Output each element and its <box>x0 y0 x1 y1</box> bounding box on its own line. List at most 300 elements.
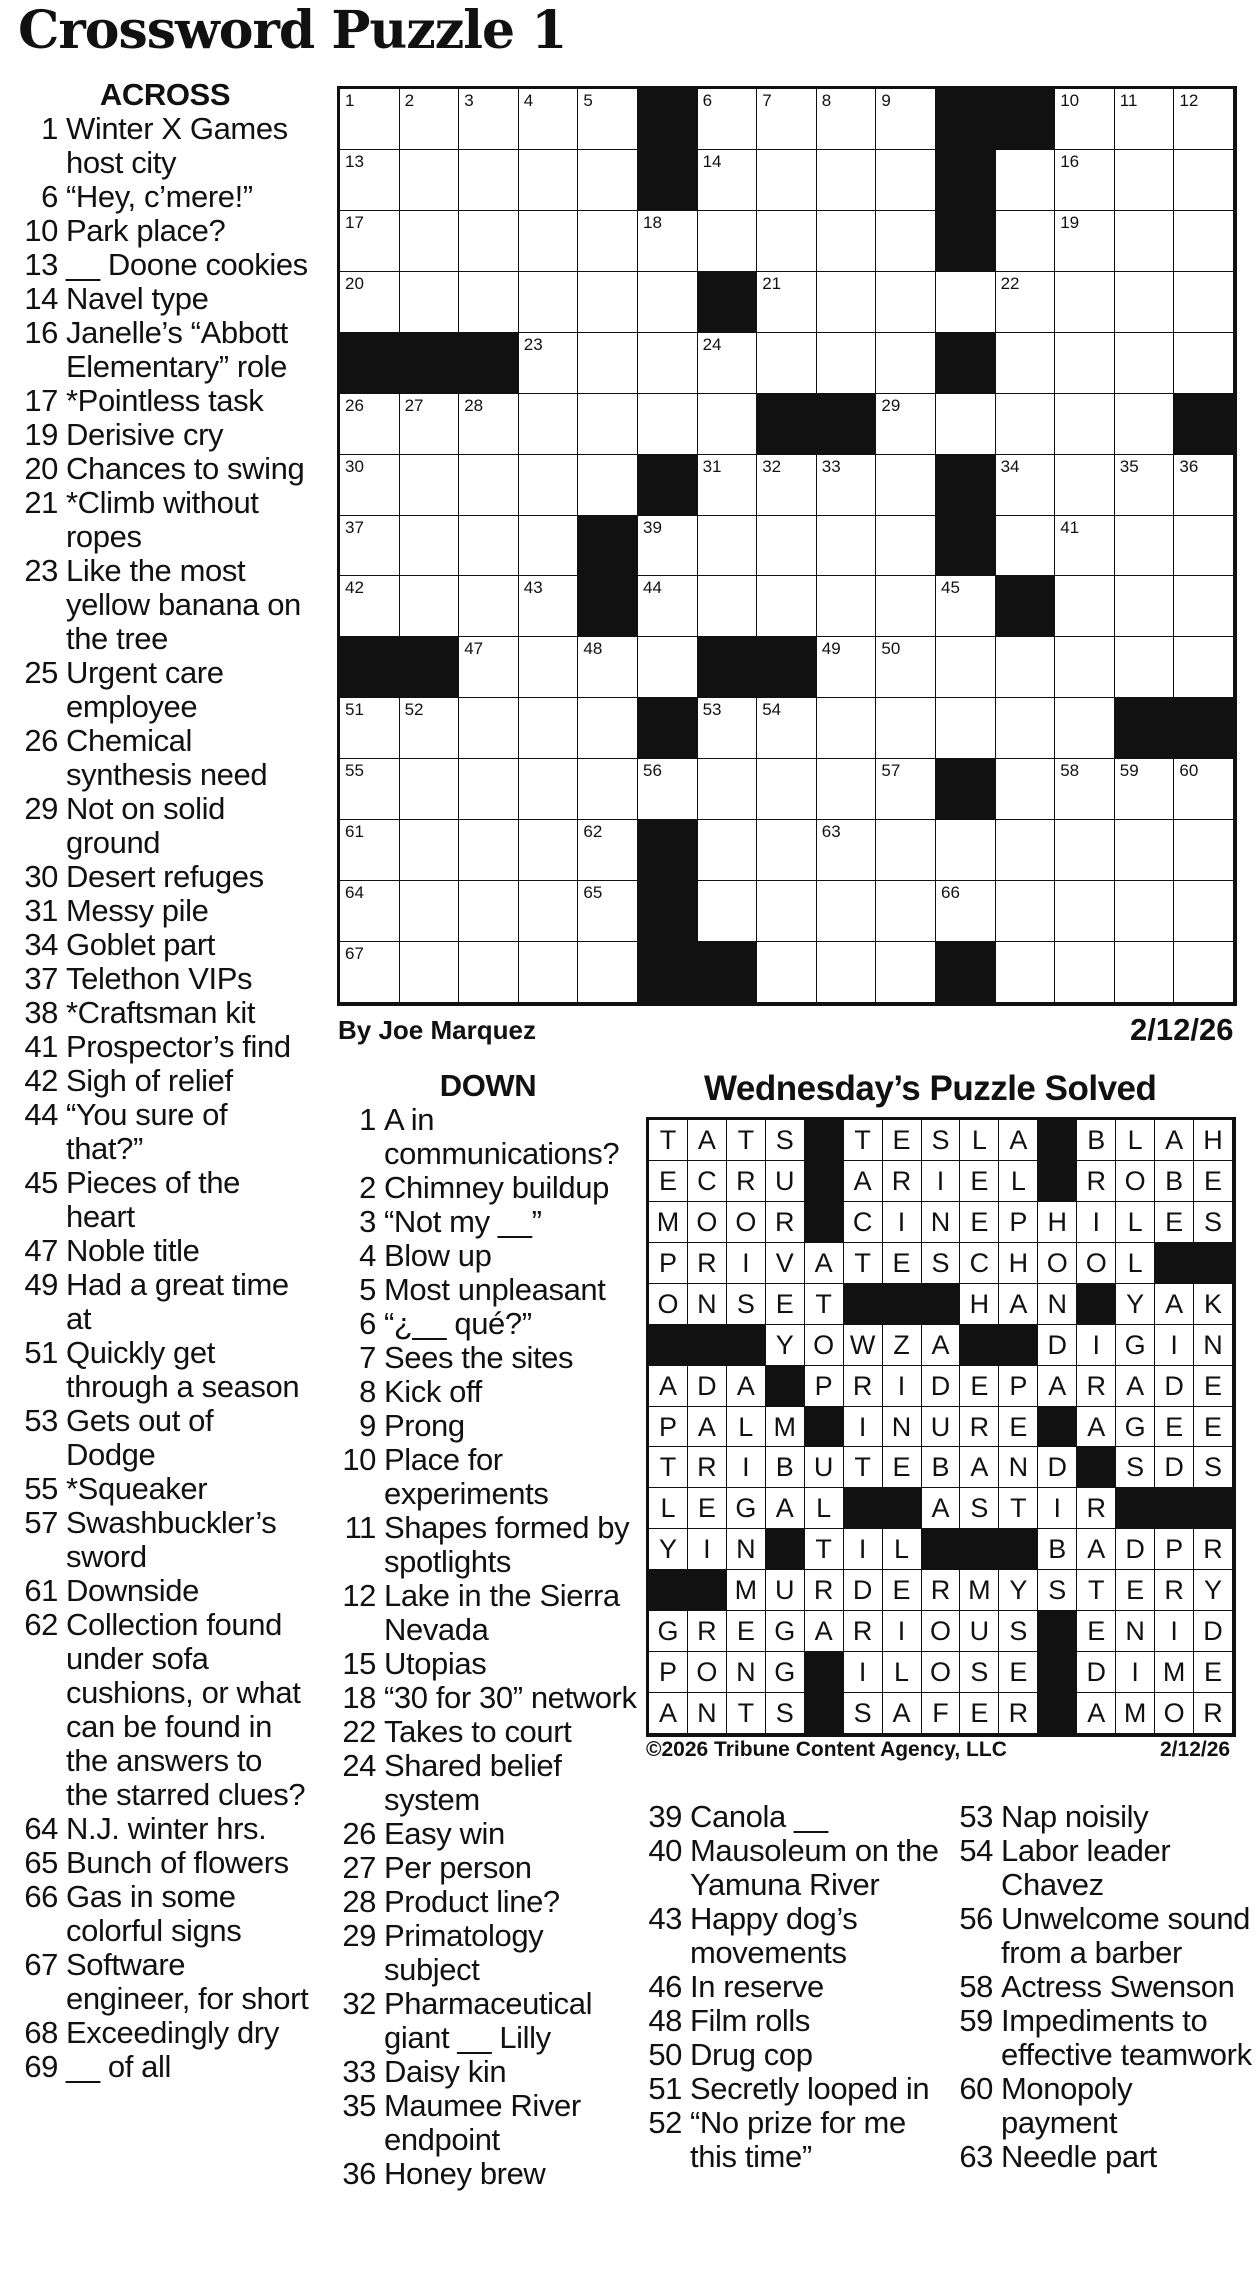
solution-letter: T <box>649 1120 688 1161</box>
clue-number: 17 <box>24 383 58 418</box>
grid-cell[interactable] <box>1174 516 1234 577</box>
clue-text: Nap noisily <box>1001 1799 1149 1834</box>
grid-cell[interactable] <box>817 637 877 698</box>
grid-cell[interactable] <box>1055 698 1115 759</box>
grid-cell[interactable] <box>996 333 1056 394</box>
grid-cell[interactable] <box>638 211 698 272</box>
solution-letter: E <box>766 1284 805 1325</box>
grid-cell[interactable] <box>1055 576 1115 637</box>
grid-cell[interactable] <box>1174 150 1234 211</box>
grid-cell[interactable] <box>400 942 460 1003</box>
solution-letter: E <box>1194 1161 1233 1202</box>
solution-letter: E <box>960 1366 999 1407</box>
grid-cell[interactable] <box>638 576 698 637</box>
grid-cell[interactable] <box>1115 516 1175 577</box>
grid-cell[interactable] <box>459 759 519 820</box>
cell-number: 19 <box>1060 212 1080 232</box>
grid-cell[interactable] <box>519 820 579 881</box>
solution-letter: R <box>688 1243 727 1284</box>
black-square <box>936 942 996 1003</box>
black-square <box>936 211 996 272</box>
grid-cell[interactable] <box>459 516 519 577</box>
grid-cell[interactable] <box>936 272 996 333</box>
grid-cell[interactable] <box>1055 942 1115 1003</box>
grid-cell[interactable] <box>698 576 758 637</box>
grid-cell[interactable] <box>638 272 698 333</box>
grid-cell[interactable] <box>1115 394 1175 455</box>
solution-letter: K <box>1194 1284 1233 1325</box>
grid-cell[interactable] <box>459 576 519 637</box>
grid-cell[interactable] <box>578 89 638 150</box>
grid-cell[interactable] <box>459 455 519 516</box>
clue-text: *Craftsman kit <box>66 995 256 1030</box>
clue-across-13 <box>20 248 310 282</box>
black-square <box>578 576 638 637</box>
clue-text: N.J. winter hrs. <box>66 1811 267 1846</box>
clue-across-61 <box>20 1574 310 1608</box>
clue-down-10 <box>338 1443 638 1511</box>
grid-cell[interactable] <box>638 637 698 698</box>
solution-letter: D <box>1155 1447 1194 1488</box>
grid-cell[interactable] <box>459 881 519 942</box>
grid-cell[interactable] <box>1055 881 1115 942</box>
clue-down-3 <box>338 1205 638 1239</box>
grid-cell[interactable] <box>698 820 758 881</box>
grid-cell[interactable] <box>340 394 400 455</box>
grid-cell[interactable] <box>996 516 1056 577</box>
grid-cell[interactable] <box>340 150 400 211</box>
solution-letter: A <box>1116 1366 1155 1407</box>
solution-letter: O <box>649 1284 688 1325</box>
grid-cell[interactable] <box>1174 881 1234 942</box>
grid-cell[interactable] <box>1174 942 1234 1003</box>
clue-down_cont2-59 <box>955 2004 1255 2072</box>
clue-number: 55 <box>24 1471 58 1506</box>
grid-cell[interactable] <box>996 272 1056 333</box>
grid-cell[interactable] <box>578 333 638 394</box>
grid-cell[interactable] <box>459 637 519 698</box>
grid-cell[interactable] <box>1115 637 1175 698</box>
grid-cell[interactable] <box>1055 150 1115 211</box>
grid-cell[interactable] <box>578 150 638 211</box>
grid-cell[interactable] <box>698 394 758 455</box>
grid-cell[interactable] <box>340 759 400 820</box>
grid-cell[interactable] <box>1115 333 1175 394</box>
grid-cell[interactable] <box>578 759 638 820</box>
grid-cell[interactable] <box>638 759 698 820</box>
solution-letter: I <box>1155 1325 1194 1366</box>
grid-cell[interactable] <box>698 211 758 272</box>
solution-letter: R <box>805 1570 844 1611</box>
grid-cell[interactable] <box>698 89 758 150</box>
solution-letter: O <box>922 1611 961 1652</box>
clue-text: Needle part <box>1001 2139 1157 2174</box>
down-heading: DOWN <box>439 1068 537 1103</box>
grid-cell[interactable] <box>1174 455 1234 516</box>
grid-cell[interactable] <box>1055 394 1115 455</box>
grid-cell[interactable] <box>698 759 758 820</box>
clue-across-69 <box>20 2050 310 2084</box>
grid-cell[interactable] <box>340 820 400 881</box>
grid-cell[interactable] <box>519 881 579 942</box>
clue-number: 38 <box>24 995 58 1030</box>
solution-letter: L <box>883 1652 922 1693</box>
grid-cell[interactable] <box>698 698 758 759</box>
puzzle-date: 2/12/26 <box>1130 1012 1234 1047</box>
grid-cell[interactable] <box>519 211 579 272</box>
grid-cell[interactable] <box>1115 820 1175 881</box>
cell-number: 64 <box>345 883 364 903</box>
grid-cell[interactable] <box>698 516 758 577</box>
grid-cell[interactable] <box>340 516 400 577</box>
grid-cell[interactable] <box>996 150 1056 211</box>
solution-letter: O <box>688 1652 727 1693</box>
grid-cell[interactable] <box>876 942 936 1003</box>
grid-cell[interactable] <box>400 881 460 942</box>
solution-letter: A <box>844 1161 883 1202</box>
clue-down-8 <box>338 1375 638 1409</box>
clue-text: Kick off <box>384 1374 482 1409</box>
grid-cell[interactable] <box>459 942 519 1003</box>
grid-cell[interactable] <box>400 89 460 150</box>
solution-letter: L <box>805 1488 844 1529</box>
crossword-grid <box>337 86 1237 1006</box>
clue-number: 1 <box>41 111 58 146</box>
solution-letter: I <box>1155 1611 1194 1652</box>
grid-cell[interactable] <box>1174 211 1234 272</box>
grid-cell[interactable] <box>876 211 936 272</box>
solution-letter: P <box>649 1652 688 1693</box>
grid-cell[interactable] <box>1055 455 1115 516</box>
grid-cell[interactable] <box>340 272 400 333</box>
clue-across-21 <box>20 486 310 554</box>
grid-cell[interactable] <box>936 394 996 455</box>
clue-text: “¿__ qué?” <box>384 1306 532 1341</box>
grid-cell[interactable] <box>876 516 936 577</box>
grid-cell[interactable] <box>400 759 460 820</box>
clue-down-7 <box>338 1341 638 1375</box>
grid-cell[interactable] <box>817 150 877 211</box>
grid-cell[interactable] <box>1174 820 1234 881</box>
clue-number: 33 <box>342 2054 376 2089</box>
solution-letter: E <box>999 1652 1038 1693</box>
clue-across-38 <box>20 996 310 1030</box>
grid-cell[interactable] <box>757 333 817 394</box>
grid-cell[interactable] <box>698 333 758 394</box>
clue-text: __ of all <box>66 2049 171 2084</box>
down-clues-continued-1 <box>644 1800 944 2174</box>
grid-cell[interactable] <box>757 89 817 150</box>
grid-cell[interactable] <box>1115 942 1175 1003</box>
grid-cell[interactable] <box>519 394 579 455</box>
grid-cell[interactable] <box>876 272 936 333</box>
solution-letter: M <box>766 1407 805 1448</box>
grid-cell[interactable] <box>340 942 400 1003</box>
grid-cell[interactable] <box>519 516 579 577</box>
copyright: ©2026 Tribune Content Agency, LLC <box>646 1738 1007 1761</box>
grid-cell[interactable] <box>757 211 817 272</box>
grid-cell[interactable] <box>519 637 579 698</box>
grid-cell[interactable] <box>1115 272 1175 333</box>
grid-cell[interactable] <box>876 150 936 211</box>
clue-text: Daisy kin <box>384 2054 507 2089</box>
grid-cell[interactable] <box>936 881 996 942</box>
grid-cell[interactable] <box>340 211 400 272</box>
grid-cell[interactable] <box>400 394 460 455</box>
grid-cell[interactable] <box>340 698 400 759</box>
clue-text: Bunch of flowers <box>66 1845 289 1880</box>
grid-cell[interactable] <box>578 637 638 698</box>
grid-cell[interactable] <box>400 576 460 637</box>
cell-number: 12 <box>1179 91 1199 110</box>
grid-cell[interactable] <box>876 698 936 759</box>
grid-cell[interactable] <box>459 211 519 272</box>
grid-cell[interactable] <box>1055 333 1115 394</box>
grid-cell[interactable] <box>757 150 817 211</box>
grid-cell[interactable] <box>1055 89 1115 150</box>
grid-cell[interactable] <box>1055 820 1115 881</box>
solution-letter: N <box>727 1652 766 1693</box>
solution-letter: E <box>960 1693 999 1734</box>
grid-cell[interactable] <box>996 820 1056 881</box>
black-square <box>578 516 638 577</box>
grid-cell[interactable] <box>519 455 579 516</box>
grid-cell[interactable] <box>519 698 579 759</box>
black-square <box>698 272 758 333</box>
solution-letter: B <box>922 1447 961 1488</box>
solution-letter: A <box>999 1284 1038 1325</box>
grid-cell[interactable] <box>519 89 579 150</box>
grid-cell[interactable] <box>996 759 1056 820</box>
grid-cell[interactable] <box>340 455 400 516</box>
solution-letter: L <box>727 1407 766 1448</box>
grid-cell[interactable] <box>757 881 817 942</box>
grid-cell[interactable] <box>876 637 936 698</box>
grid-cell[interactable] <box>1174 637 1234 698</box>
grid-cell[interactable] <box>817 333 877 394</box>
grid-cell[interactable] <box>936 698 996 759</box>
grid-cell[interactable] <box>1055 637 1115 698</box>
grid-cell[interactable] <box>1055 211 1115 272</box>
grid-cell[interactable] <box>459 820 519 881</box>
grid-cell[interactable] <box>400 211 460 272</box>
cell-number: 28 <box>464 395 484 415</box>
cell-number: 24 <box>702 334 722 354</box>
clue-down-1 <box>338 1103 638 1171</box>
grid-cell[interactable] <box>1115 150 1175 211</box>
grid-cell[interactable] <box>817 272 877 333</box>
solution-black-square <box>1038 1652 1077 1693</box>
grid-cell[interactable] <box>1174 272 1234 333</box>
grid-cell[interactable] <box>578 455 638 516</box>
grid-cell[interactable] <box>519 150 579 211</box>
grid-cell[interactable] <box>1174 333 1234 394</box>
grid-cell[interactable] <box>817 820 877 881</box>
solution-letter: G <box>649 1611 688 1652</box>
grid-cell[interactable] <box>578 272 638 333</box>
grid-cell[interactable] <box>400 272 460 333</box>
solution-letter: I <box>1038 1488 1077 1529</box>
grid-cell[interactable] <box>519 759 579 820</box>
clue-number: 1 <box>359 1102 376 1137</box>
black-square <box>638 698 698 759</box>
grid-cell[interactable] <box>578 820 638 881</box>
grid-cell[interactable] <box>876 576 936 637</box>
grid-cell[interactable] <box>1115 576 1175 637</box>
cell-number: 60 <box>1179 761 1199 781</box>
clue-text: Secretly looped in <box>690 2071 930 2106</box>
grid-cell[interactable] <box>340 89 400 150</box>
grid-cell[interactable] <box>757 455 817 516</box>
grid-cell[interactable] <box>519 576 579 637</box>
grid-cell[interactable] <box>876 820 936 881</box>
grid-cell[interactable] <box>519 272 579 333</box>
grid-cell[interactable] <box>400 150 460 211</box>
grid-cell[interactable] <box>757 942 817 1003</box>
grid-cell[interactable] <box>638 394 698 455</box>
cell-number: 56 <box>643 761 662 781</box>
clue-number: 51 <box>24 1335 58 1370</box>
grid-cell[interactable] <box>817 759 877 820</box>
grid-cell[interactable] <box>400 516 460 577</box>
clue-text: Utopias <box>384 1646 487 1681</box>
cell-number: 11 <box>1119 91 1138 110</box>
grid-cell[interactable] <box>1115 211 1175 272</box>
grid-cell[interactable] <box>1055 759 1115 820</box>
cell-number: 47 <box>464 639 484 659</box>
grid-cell[interactable] <box>996 211 1056 272</box>
solution-black-square <box>805 1652 844 1693</box>
grid-cell[interactable] <box>996 394 1056 455</box>
solution-letter: B <box>1038 1529 1077 1570</box>
grid-cell[interactable] <box>1115 759 1175 820</box>
grid-cell[interactable] <box>876 394 936 455</box>
grid-cell[interactable] <box>1115 89 1175 150</box>
grid-cell[interactable] <box>519 942 579 1003</box>
solution-letter: T <box>727 1693 766 1734</box>
grid-cell[interactable] <box>459 698 519 759</box>
clue-number: 18 <box>342 1680 376 1715</box>
grid-cell[interactable] <box>1174 759 1234 820</box>
grid-cell[interactable] <box>876 333 936 394</box>
grid-cell[interactable] <box>757 272 817 333</box>
grid-cell[interactable] <box>996 881 1056 942</box>
grid-cell[interactable] <box>578 881 638 942</box>
grid-cell[interactable] <box>638 333 698 394</box>
grid-cell[interactable] <box>876 759 936 820</box>
clue-number: 14 <box>24 281 58 316</box>
clue-text: *Squeaker <box>66 1471 208 1506</box>
grid-cell[interactable] <box>459 394 519 455</box>
grid-cell[interactable] <box>876 455 936 516</box>
grid-cell[interactable] <box>996 698 1056 759</box>
grid-cell[interactable] <box>757 698 817 759</box>
grid-cell[interactable] <box>817 89 877 150</box>
grid-cell[interactable] <box>876 89 936 150</box>
grid-cell[interactable] <box>1115 881 1175 942</box>
grid-cell[interactable] <box>936 576 996 637</box>
clue-number: 49 <box>24 1267 58 1302</box>
grid-cell[interactable] <box>817 211 877 272</box>
solution-letter: N <box>1038 1284 1077 1325</box>
solution-black-square <box>805 1693 844 1734</box>
solution-letter: P <box>999 1366 1038 1407</box>
grid-cell[interactable] <box>578 394 638 455</box>
grid-cell[interactable] <box>638 516 698 577</box>
grid-cell[interactable] <box>757 759 817 820</box>
grid-cell[interactable] <box>757 576 817 637</box>
grid-cell[interactable] <box>459 89 519 150</box>
grid-cell[interactable] <box>1174 89 1234 150</box>
solution-letter: I <box>1077 1202 1116 1243</box>
solution-letter: H <box>960 1284 999 1325</box>
grid-cell[interactable] <box>340 576 400 637</box>
grid-cell[interactable] <box>817 455 877 516</box>
clue-down_cont1-50 <box>644 2038 944 2072</box>
grid-cell[interactable] <box>519 333 579 394</box>
grid-cell[interactable] <box>578 942 638 1003</box>
grid-cell[interactable] <box>936 637 996 698</box>
solution-letter: R <box>1077 1488 1116 1529</box>
grid-cell[interactable] <box>698 150 758 211</box>
grid-cell[interactable] <box>459 150 519 211</box>
grid-cell[interactable] <box>698 881 758 942</box>
clue-down_cont1-46 <box>644 1970 944 2004</box>
grid-cell[interactable] <box>817 942 877 1003</box>
black-square <box>638 89 698 150</box>
grid-cell[interactable] <box>578 211 638 272</box>
grid-cell[interactable] <box>817 516 877 577</box>
grid-cell[interactable] <box>996 942 1056 1003</box>
solution-letter: I <box>922 1161 961 1202</box>
grid-cell[interactable] <box>400 698 460 759</box>
grid-cell[interactable] <box>1174 576 1234 637</box>
grid-cell[interactable] <box>817 881 877 942</box>
grid-cell[interactable] <box>578 698 638 759</box>
grid-cell[interactable] <box>757 516 817 577</box>
grid-cell[interactable] <box>757 820 817 881</box>
grid-cell[interactable] <box>1115 455 1175 516</box>
grid-cell[interactable] <box>340 881 400 942</box>
grid-cell[interactable] <box>1055 516 1115 577</box>
solution-black-square <box>844 1284 883 1325</box>
grid-cell[interactable] <box>817 698 877 759</box>
grid-cell[interactable] <box>936 820 996 881</box>
grid-cell[interactable] <box>698 455 758 516</box>
clue-text: Noble title <box>66 1233 200 1268</box>
solution-letter: I <box>688 1529 727 1570</box>
grid-cell[interactable] <box>996 455 1056 516</box>
grid-cell[interactable] <box>400 820 460 881</box>
solution-letter: R <box>1194 1693 1233 1734</box>
solution-letter: I <box>1077 1325 1116 1366</box>
grid-cell[interactable] <box>1055 272 1115 333</box>
grid-cell[interactable] <box>876 881 936 942</box>
clue-number: 26 <box>24 723 58 758</box>
solution-black-square <box>1038 1611 1077 1652</box>
solution-letter: T <box>1077 1570 1116 1611</box>
solution-letter: T <box>844 1120 883 1161</box>
solution-letter: N <box>922 1202 961 1243</box>
grid-cell[interactable] <box>817 576 877 637</box>
solution-black-square <box>883 1284 922 1325</box>
clue-text: Collection found under sofa cushions, or what can be found in the answers to the starred clues? <box>66 1607 306 1812</box>
grid-cell[interactable] <box>459 272 519 333</box>
grid-cell[interactable] <box>400 455 460 516</box>
grid-cell[interactable] <box>996 637 1056 698</box>
solution-letter: E <box>1194 1407 1233 1448</box>
solution-letter: A <box>1077 1407 1116 1448</box>
